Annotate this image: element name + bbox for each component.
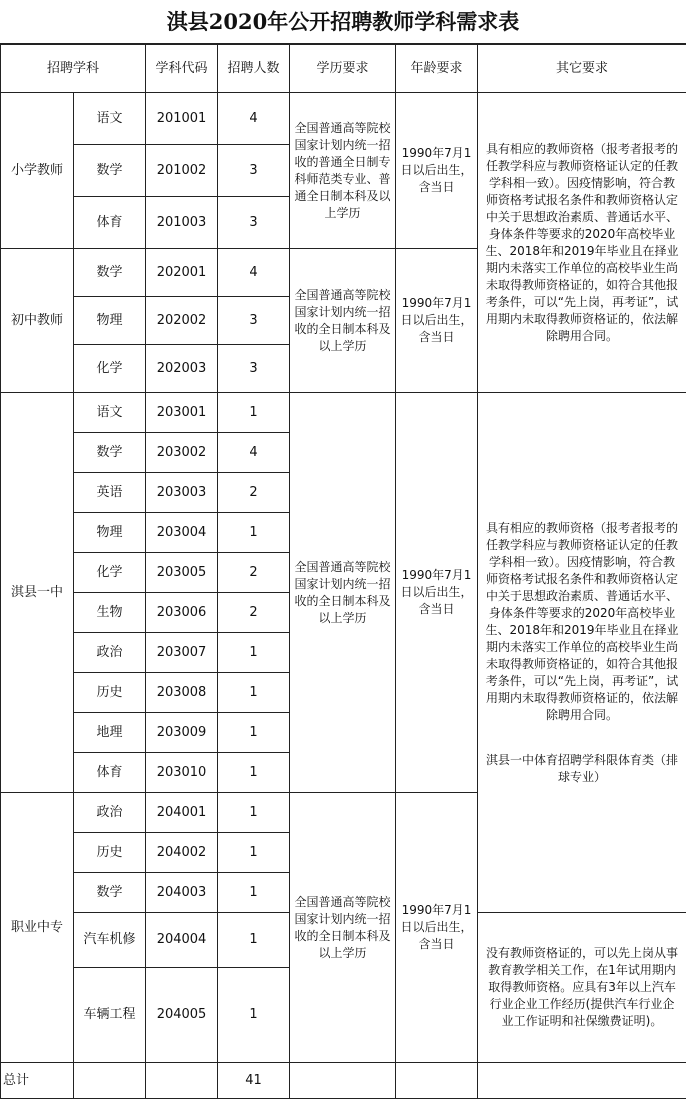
count-cell: 3 xyxy=(218,297,290,345)
subject-cell: 数学 xyxy=(74,145,146,197)
count-cell: 1 xyxy=(218,753,290,793)
subject-cell: 地理 xyxy=(74,713,146,753)
code-cell: 204005 xyxy=(146,968,218,1063)
header-age: 年龄要求 xyxy=(396,45,478,93)
subject-cell: 政治 xyxy=(74,793,146,833)
education-cell: 全国普通高等院校国家计划内统一招收的全日制本科及以上学历 xyxy=(290,393,396,793)
table-row xyxy=(1,93,686,145)
total-label: 总计 xyxy=(1,1063,74,1099)
count-cell: 2 xyxy=(218,593,290,633)
count-cell: 1 xyxy=(218,713,290,753)
code-cell: 201001 xyxy=(146,93,218,145)
count-cell: 3 xyxy=(218,145,290,197)
page-title: 淇县2020年公开招聘教师学科需求表 xyxy=(0,0,686,44)
age-cell: 1990年7月1日以后出生，含当日 xyxy=(396,249,478,393)
subject-cell: 语文 xyxy=(74,393,146,433)
count-cell: 2 xyxy=(218,473,290,513)
count-cell: 1 xyxy=(218,833,290,873)
count-cell: 1 xyxy=(218,873,290,913)
code-cell: 202001 xyxy=(146,249,218,297)
code-cell: 203007 xyxy=(146,633,218,673)
education-cell: 全国普通高等院校国家计划内统一招收的全日制本科及以上学历 xyxy=(290,793,396,1063)
group-middle: 初中教师 xyxy=(1,249,74,393)
count-cell: 1 xyxy=(218,633,290,673)
code-cell: 204003 xyxy=(146,873,218,913)
count-cell: 2 xyxy=(218,553,290,593)
recruitment-table xyxy=(0,44,686,1099)
subject-cell: 数学 xyxy=(74,873,146,913)
code-cell: 204001 xyxy=(146,793,218,833)
header-count: 招聘人数 xyxy=(218,45,290,93)
code-cell: 203005 xyxy=(146,553,218,593)
subject-cell: 车辆工程 xyxy=(74,968,146,1063)
subject-cell: 体育 xyxy=(74,197,146,249)
subject-cell: 数学 xyxy=(74,433,146,473)
subject-cell: 历史 xyxy=(74,673,146,713)
code-cell: 203003 xyxy=(146,473,218,513)
group-vocational: 职业中专 xyxy=(1,793,74,1063)
table-row xyxy=(1,393,686,433)
count-cell: 1 xyxy=(218,393,290,433)
header-code: 学科代码 xyxy=(146,45,218,93)
subject-cell: 体育 xyxy=(74,753,146,793)
code-cell: 203006 xyxy=(146,593,218,633)
count-cell: 1 xyxy=(218,793,290,833)
subject-cell: 化学 xyxy=(74,345,146,393)
subject-cell: 物理 xyxy=(74,513,146,553)
group-high: 淇县一中 xyxy=(1,393,74,793)
age-cell: 1990年7月1日以后出生，含当日 xyxy=(396,93,478,249)
subject-cell: 汽车机修 xyxy=(74,913,146,968)
other-requirements-2 xyxy=(478,393,686,913)
code-cell: 201002 xyxy=(146,145,218,197)
header-row xyxy=(1,45,686,93)
age-cell: 1990年7月1日以后出生，含当日 xyxy=(396,393,478,793)
header-subject: 招聘学科 xyxy=(1,45,146,93)
count-cell: 1 xyxy=(218,968,290,1063)
total-row xyxy=(1,1063,686,1099)
education-cell: 全国普通高等院校国家计划内统一招收的全日制本科及以上学历 xyxy=(290,249,396,393)
header-education: 学历要求 xyxy=(290,45,396,93)
other-requirements-1: 具有相应的教师资格（报考者报考的任教学科应与教师资格证认定的任教学科相一致）。因疫情影响，符合教师资格考试报名条件和教师资格认定中关于思想政治素质、普通话水平、身体条件等要求的2020年高校毕业生、2018年和2019年毕业且在择业期内未落实工作单位的高校毕业生尚未取得教师资格证的，如符合其他报考条件，可以“先上岗，再考证”，试用期内未取得教师资格证的，依法解除聘用合同。 xyxy=(478,93,686,393)
count-cell: 3 xyxy=(218,345,290,393)
age-cell: 1990年7月1日以后出生，含当日 xyxy=(396,793,478,1063)
code-cell: 203001 xyxy=(146,393,218,433)
subject-cell: 英语 xyxy=(74,473,146,513)
subject-cell: 生物 xyxy=(74,593,146,633)
education-cell: 全国普通高等院校国家计划内统一招收的普通全日制专科师范类专业、普通全日制本科及以上学历 xyxy=(290,93,396,249)
count-cell: 1 xyxy=(218,513,290,553)
code-cell: 204004 xyxy=(146,913,218,968)
code-cell: 203004 xyxy=(146,513,218,553)
total-count: 41 xyxy=(218,1063,290,1099)
other-requirements-3: 没有教师资格证的，可以先上岗从事教育教学相关工作，在1年试用期内取得教师资格。应具有3年以上汽车行业企业工作经历(提供汽车行业企业工作证明和社保缴费证明)。 xyxy=(478,913,686,1063)
code-cell: 201003 xyxy=(146,197,218,249)
count-cell: 3 xyxy=(218,197,290,249)
count-cell: 1 xyxy=(218,673,290,713)
code-cell: 203010 xyxy=(146,753,218,793)
count-cell: 4 xyxy=(218,249,290,297)
other-requirements-text: 具有相应的教师资格（报考者报考的任教学科应与教师资格证认定的任教学科相一致）。因疫情影响，符合教师资格考试报名条件和教师资格认定中关于思想政治素质、普通话水平、身体条件等要求的2020年高校毕业生、2018年和2019年毕业且在择业期内未落实工作单位的高校毕业生尚未取得教师资格证的，如符合其他报考条件，可以“先上岗，再考证”，试用期内未取得教师资格证的，依法解除聘用合同。 xyxy=(485,520,679,722)
code-cell: 204002 xyxy=(146,833,218,873)
pe-note: 淇县一中体育招聘学科限体育类（排球专业） xyxy=(486,752,679,784)
code-cell: 203002 xyxy=(146,433,218,473)
subject-cell: 历史 xyxy=(74,833,146,873)
code-cell: 203008 xyxy=(146,673,218,713)
subject-cell: 物理 xyxy=(74,297,146,345)
subject-cell: 语文 xyxy=(74,93,146,145)
code-cell: 203009 xyxy=(146,713,218,753)
group-primary: 小学教师 xyxy=(1,93,74,249)
count-cell: 4 xyxy=(218,93,290,145)
subject-cell: 政治 xyxy=(74,633,146,673)
header-other: 其它要求 xyxy=(478,45,686,93)
count-cell: 4 xyxy=(218,433,290,473)
subject-cell: 化学 xyxy=(74,553,146,593)
code-cell: 202002 xyxy=(146,297,218,345)
count-cell: 1 xyxy=(218,913,290,968)
code-cell: 202003 xyxy=(146,345,218,393)
subject-cell: 数学 xyxy=(74,249,146,297)
